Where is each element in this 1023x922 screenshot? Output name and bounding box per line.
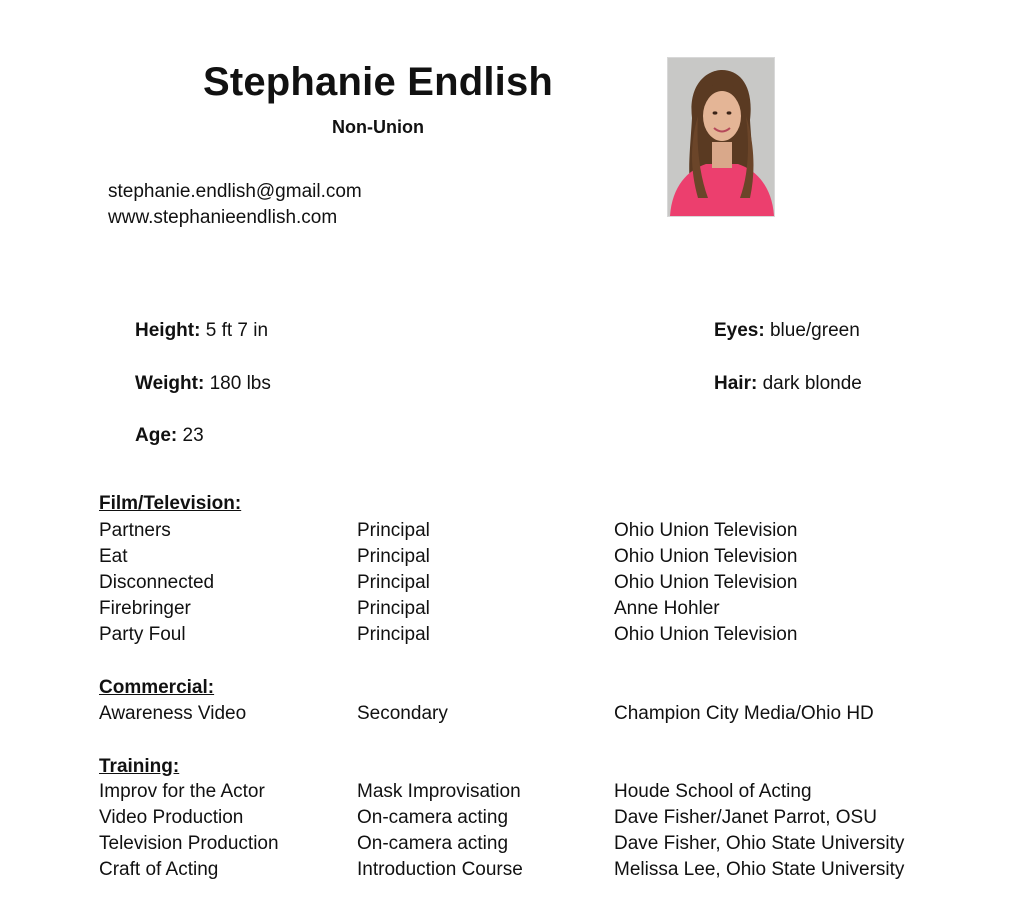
- credit-row: [99, 598, 959, 624]
- headshot-photo: [667, 57, 775, 217]
- course-focus: On-camera acting: [357, 807, 509, 828]
- instructor: Melissa Lee, Ohio State University: [614, 859, 905, 880]
- weight-value: 180 lbs: [209, 373, 271, 394]
- role: Principal: [357, 572, 430, 593]
- course-focus: Mask Improvisation: [357, 781, 521, 802]
- instructor: Houde School of Acting: [614, 781, 812, 802]
- course-name: Television Production: [99, 833, 279, 854]
- commercial-section-title: Commercial:: [99, 677, 215, 698]
- weight-label: Weight:: [135, 373, 205, 394]
- hair-label: Hair:: [714, 373, 758, 394]
- training-row: [99, 859, 959, 885]
- weight-stat: [135, 373, 271, 395]
- hair-value: dark blonde: [762, 373, 862, 394]
- role: Principal: [357, 546, 430, 567]
- credit-row: [99, 520, 959, 546]
- project-title: Awareness Video: [99, 703, 247, 724]
- training-row: [99, 807, 959, 833]
- production: Ohio Union Television: [614, 520, 798, 541]
- credit-row: [99, 703, 959, 729]
- project-title: Party Foul: [99, 624, 186, 645]
- course-name: Video Production: [99, 807, 244, 828]
- production: Champion City Media/Ohio HD: [614, 703, 874, 724]
- role: Secondary: [357, 703, 448, 724]
- email-address: stephanie.endlish@gmail.com: [108, 181, 362, 202]
- actor-name: Stephanie Endlish: [202, 60, 554, 104]
- hair-stat: [714, 373, 862, 395]
- height-label: Height:: [135, 320, 201, 341]
- role: Principal: [357, 598, 430, 619]
- training-row: [99, 781, 959, 807]
- training-row: [99, 833, 959, 859]
- instructor: Dave Fisher/Janet Parrot, OSU: [614, 807, 877, 828]
- production: Ohio Union Television: [614, 572, 798, 593]
- project-title: Partners: [99, 520, 171, 541]
- production: Anne Hohler: [614, 598, 720, 619]
- age-stat: [135, 425, 204, 447]
- role: Principal: [357, 624, 430, 645]
- role: Principal: [357, 520, 430, 541]
- credit-row: [99, 546, 959, 572]
- age-value: 23: [182, 425, 204, 446]
- course-focus: On-camera acting: [357, 833, 509, 854]
- project-title: Disconnected: [99, 572, 215, 593]
- website-address: www.stephanieendlish.com: [108, 207, 338, 228]
- training-section-title: Training:: [99, 756, 180, 777]
- height-value: 5 ft 7 in: [205, 320, 269, 341]
- instructor: Dave Fisher, Ohio State University: [614, 833, 905, 854]
- course-focus: Introduction Course: [357, 859, 523, 880]
- eyes-stat: [714, 320, 860, 342]
- project-title: Eat: [99, 546, 128, 567]
- age-label: Age:: [135, 425, 178, 446]
- credit-row: [99, 572, 959, 598]
- film-section-title: Film/Television:: [99, 493, 242, 514]
- production: Ohio Union Television: [614, 624, 798, 645]
- credit-row: [99, 624, 959, 650]
- height-stat: [135, 320, 268, 342]
- union-status: Non-Union: [332, 117, 424, 137]
- eyes-label: Eyes:: [714, 320, 765, 341]
- course-name: Craft of Acting: [99, 859, 219, 880]
- course-name: Improv for the Actor: [99, 781, 265, 802]
- production: Ohio Union Television: [614, 546, 798, 567]
- eyes-value: blue/green: [769, 320, 860, 341]
- project-title: Firebringer: [99, 598, 191, 619]
